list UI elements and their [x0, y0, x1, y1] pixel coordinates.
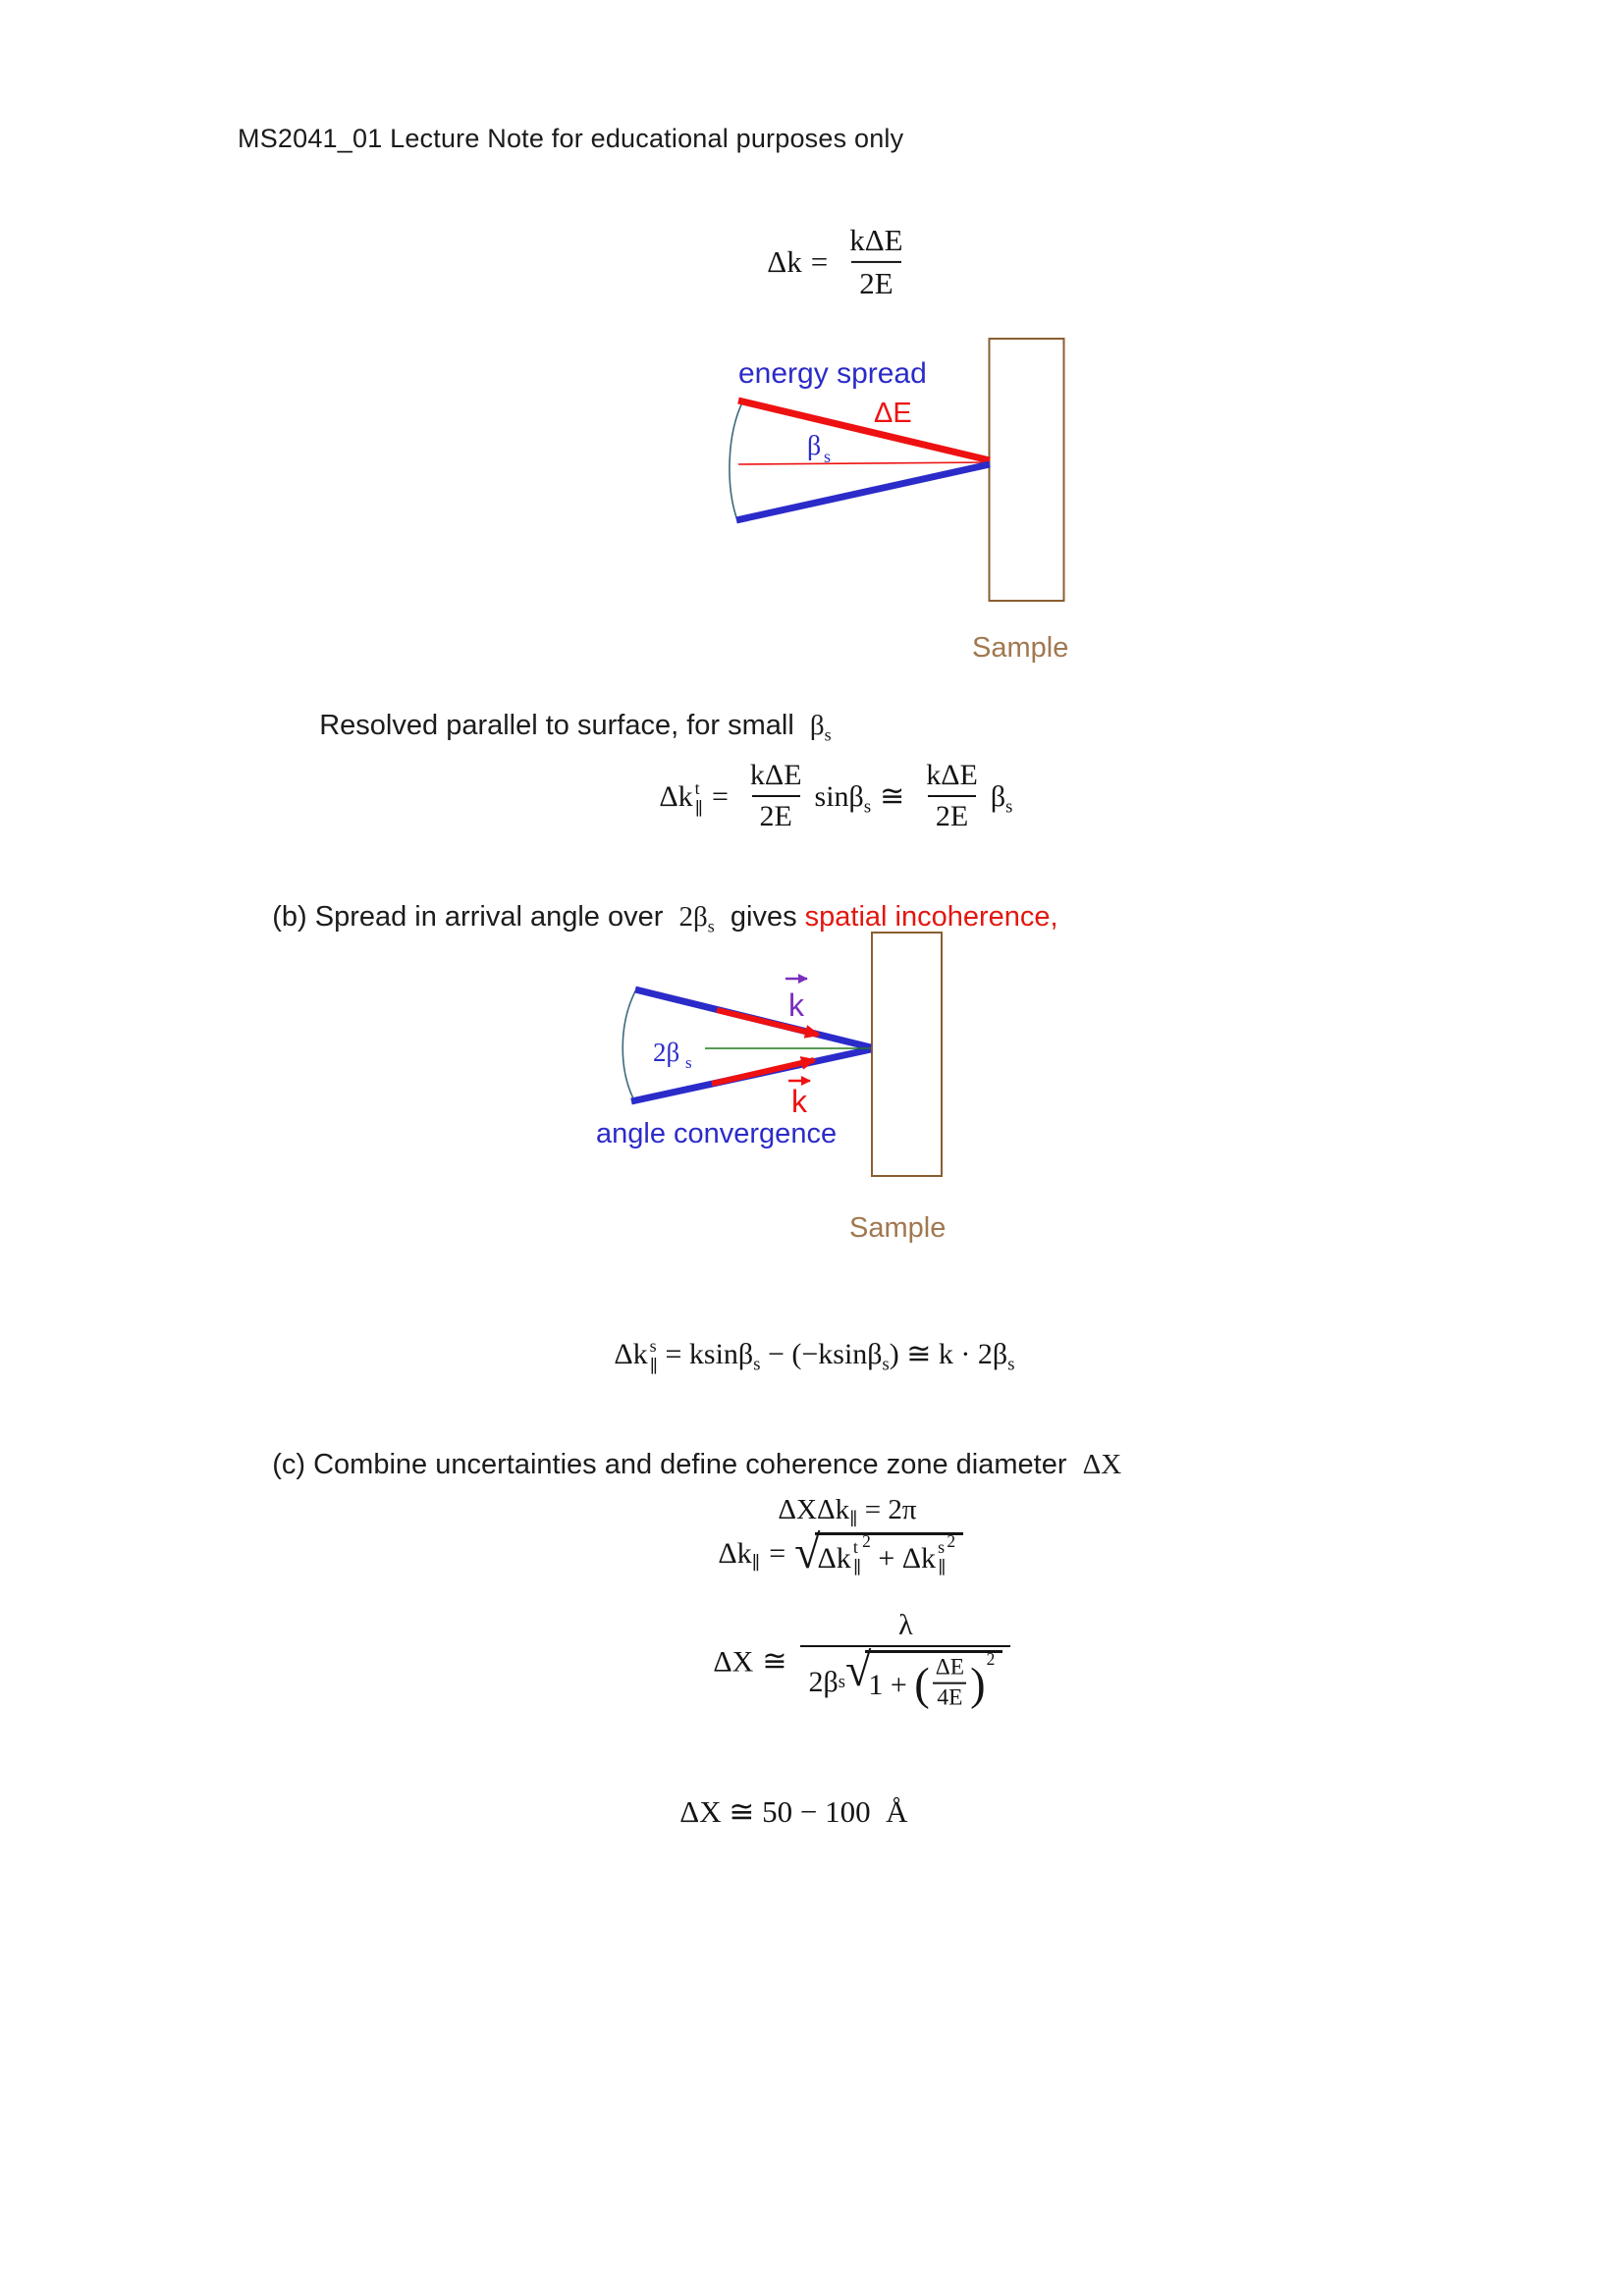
two-beta-subscript: s [685, 1053, 692, 1072]
wavefront-arc-2 [623, 989, 636, 1100]
eq6-lambda: λ [898, 1609, 913, 1641]
eq4-run2: = 2π [857, 1494, 917, 1525]
eq5-plus: + [870, 1541, 902, 1575]
eq2-supsub [695, 779, 703, 818]
resolved-beta-sub: s [824, 724, 832, 745]
eq2-beta: β [990, 779, 1006, 813]
upper-beam-red [738, 400, 990, 460]
eq2-sub: ∥ [694, 798, 703, 819]
equation-dx-range [651, 1759, 907, 1865]
eq2-fraction1 [742, 759, 810, 833]
energy-spread-diagram [628, 332, 1090, 670]
b-text: (b) Spread in arrival angle over [272, 901, 679, 933]
equation-dk-parallel-t [631, 728, 1012, 870]
eq2-den1: 2E [752, 795, 800, 833]
eq5-r2-supsub [938, 1538, 946, 1576]
eq5-r1: Δk [817, 1541, 851, 1575]
eq5-r2-sup: s [938, 1537, 946, 1558]
sample-label: Sample [972, 632, 1069, 664]
eq6-inner-den: 4E [933, 1682, 966, 1712]
eq2-den2: 2E [928, 795, 976, 833]
eq2-dk: Δk [659, 779, 693, 813]
b-two-beta: 2β [678, 901, 708, 933]
eq5-r1-exp: 2 [862, 1531, 871, 1551]
eq5-r1-sub: ∥ [852, 1558, 862, 1578]
eq2-fraction2 [918, 759, 986, 833]
eq3-sub1: s [753, 1354, 761, 1375]
k-vector-top-label: k [788, 988, 804, 1023]
eq6-denominator [800, 1645, 1010, 1714]
eq1-numerator: kΔE [849, 222, 903, 257]
eq2-equals: = [711, 779, 729, 813]
eq2-approx: ≅ [880, 779, 905, 813]
b-two-beta-sub: s [707, 916, 715, 936]
center-axis-red [738, 462, 990, 464]
eq5-equals: = [769, 1536, 786, 1570]
eq1-fraction [841, 223, 910, 301]
eq5-r1-sup: t [852, 1537, 858, 1558]
energy-spread-label: energy spread [738, 357, 927, 390]
eq1-lhs: Δk [767, 244, 802, 280]
delta-e-label: ΔE [874, 398, 912, 429]
eq2-num2: kΔE [926, 759, 978, 791]
eq3-dk: Δk [614, 1338, 648, 1370]
b-spatial-incoherence: spatial incoherence, [804, 901, 1058, 933]
eq2-sin: sinβ [814, 779, 864, 813]
eq3-run2: − (−ksinβ [760, 1338, 883, 1370]
eq6-approx: ≅ [762, 1645, 787, 1679]
page-title: MS2041_01 Lecture Note for educational purposes only [238, 124, 904, 153]
eq6-two-beta: 2β [808, 1665, 839, 1698]
eq5-dk: Δk [718, 1536, 752, 1570]
radical-sign-2: √ [844, 1644, 872, 1697]
c-text: (c) Combine uncertainties and define coherence zone diameter [272, 1449, 1083, 1480]
beta-s-label: β [807, 431, 822, 461]
eq2-beta-sub: s [1005, 796, 1013, 818]
eq6-lparen: ( [914, 1659, 930, 1710]
eq3-run1: = ksinβ [657, 1338, 754, 1370]
eq5-radical [794, 1526, 963, 1579]
b-gives: gives [714, 901, 805, 933]
resolved-beta: β [809, 710, 825, 741]
eq6-lhs: ΔX [713, 1645, 754, 1679]
eq5-dk-sub: ∥ [751, 1553, 761, 1575]
eq3-sup: s [649, 1335, 657, 1356]
eq3-sub3: s [1007, 1354, 1015, 1375]
eq2-sup: t [694, 777, 700, 798]
two-beta-label: 2β [653, 1038, 680, 1067]
eq3-run3: ) ≅ k · 2β [889, 1338, 1008, 1370]
eq6-one-plus: 1 + [868, 1669, 915, 1701]
eq3-sub: ∥ [649, 1356, 658, 1376]
eq6-rparen: ) [970, 1659, 986, 1710]
eq1-equals: = [810, 244, 829, 280]
eq3-supsub [650, 1337, 658, 1375]
eq1-denominator: 2E [851, 261, 900, 301]
eq4-sub: ∥ [849, 1509, 858, 1529]
lower-beam-blue [736, 464, 990, 520]
eq4-run1: ΔXΔk [778, 1494, 850, 1525]
equation-dk-parallel-s [586, 1304, 1014, 1410]
eq6-radical [844, 1644, 1002, 1714]
c-delta-x: ΔX [1082, 1449, 1122, 1480]
eq2-sin-sub: s [863, 796, 872, 818]
sample-rect [990, 339, 1064, 601]
resolved-text: Resolved parallel to surface, for small [319, 710, 810, 741]
eq6-two-beta-sub: s [838, 1671, 845, 1692]
eq5-r2-sub: ∥ [938, 1558, 947, 1578]
eq6-inner-fraction [932, 1655, 968, 1712]
radical-sign: √ [794, 1526, 821, 1579]
wavefront-arc [730, 400, 743, 520]
angle-convergence-diagram [584, 923, 977, 1252]
eq3-sub2: s [882, 1354, 890, 1375]
equation-dk [738, 190, 916, 340]
sample-rect-2 [872, 933, 942, 1176]
eq2-num1: kΔE [749, 759, 802, 791]
sample-label-2: Sample [849, 1212, 947, 1244]
k-vector-bottom-label: k [791, 1084, 807, 1119]
eq5-r2-exp: 2 [947, 1531, 956, 1551]
equation-coherence-diameter [685, 1578, 1015, 1750]
eq5-r2: Δk [901, 1541, 937, 1575]
beta-s-subscript: s [824, 447, 832, 466]
eq7-text: ΔX ≅ 50 − 100 Å [679, 1794, 908, 1829]
item-c-line [241, 1416, 1121, 1514]
eq6-fraction [800, 1609, 1010, 1714]
eq5-r1-supsub [853, 1538, 861, 1576]
eq6-inner-num: ΔE [935, 1654, 965, 1681]
angle-convergence-label: angle convergence [596, 1118, 838, 1149]
eq6-exp: 2 [986, 1649, 996, 1669]
